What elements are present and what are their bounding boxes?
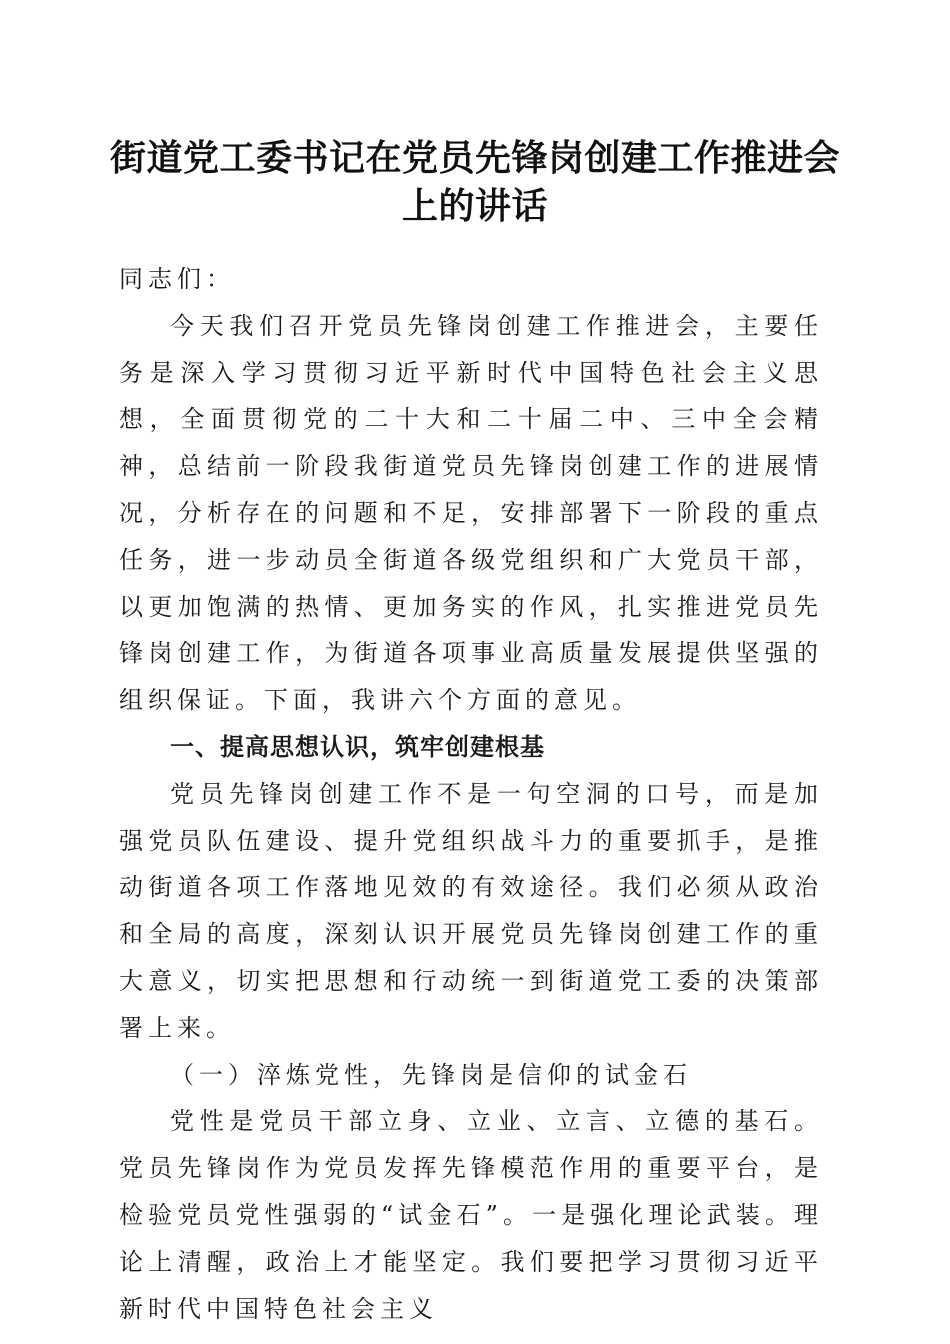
subsection-paragraph: 党性是党员干部立身、立业、立言、立德的基石。党员先锋岗作为党员发挥先锋模范作用的重要平台，是检验党员党性强弱的“试金石”。一是强化理论武装。理论上清醒，政治上才能坚定。我们要把学习贯彻习近平新时代中国特色社会主义 xyxy=(119,1107,823,1323)
subsection-heading: （一）淬炼党性，先锋岗是信仰的试金石 xyxy=(170,1060,692,1089)
section-heading: 一、提高思想认识，筑牢创建根基 xyxy=(170,732,545,761)
section-paragraph: 党员先锋岗创建工作不是一句空洞的口号，而是加强党员队伍建设、提升党组织战斗力的重要抓手，是推动街道各项工作落地见效的有效途径。我们必须从政治和全局的高度，深刻认识开展党员先锋岗创建工作的重大意义，切实把思想和行动统一到街道党工委的决策部署上来。 xyxy=(119,779,823,1042)
salutation: 同志们： xyxy=(119,265,235,293)
title-line-2: 上的讲话 xyxy=(401,185,548,227)
title-line-1: 街道党工委书记在党员先锋岗创建工作推进会 xyxy=(109,137,840,179)
document-body xyxy=(119,256,823,1332)
document-title xyxy=(100,134,850,230)
intro-paragraph: 今天我们召开党员先锋岗创建工作推进会，主要任务是深入学习贯彻习近平新时代中国特色社会主义思想，全面贯彻党的二十大和二十届二中、三中全会精神，总结前一阶段我街道党员先锋岗创建工作的进展情况，分析存在的问题和不足，安排部署下一阶段的重点任务，进一步动员全街道各级党组织和广大党员干部，以更加饱满的热情、更加务实的作风，扎实推进党员先锋岗创建工作，为街道各项事业高质量发展提供坚强的组织保证。下面，我讲六个方面的意见。 xyxy=(119,311,823,715)
